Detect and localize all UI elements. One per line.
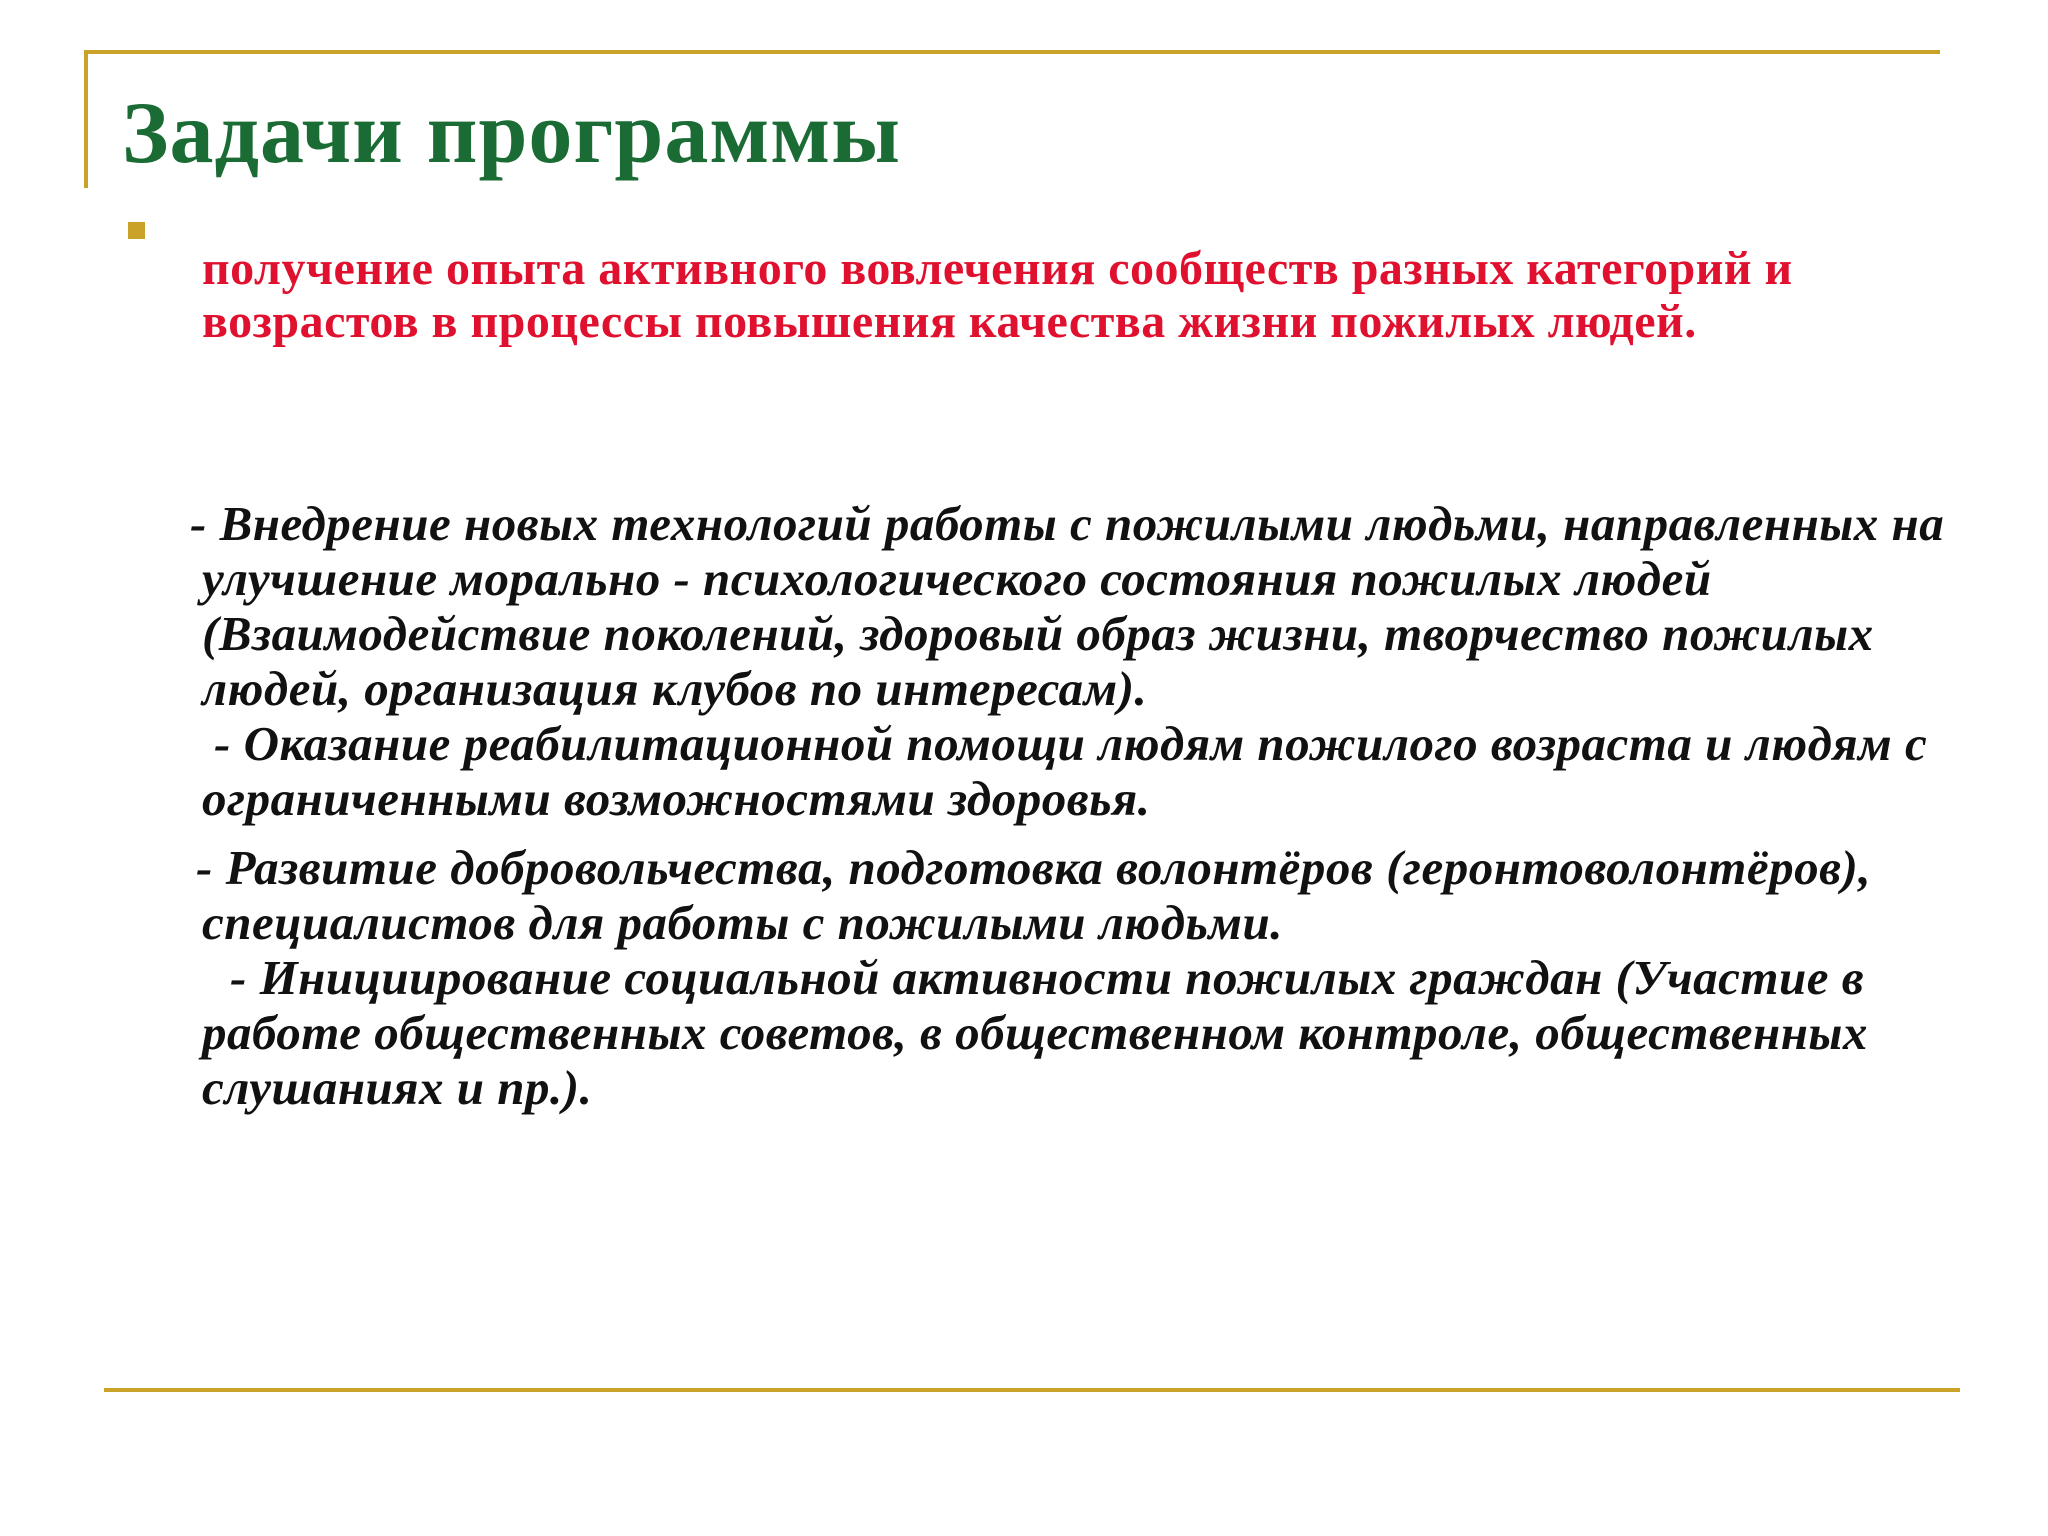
slide-title: Задачи программы [122,85,901,182]
top-border-line [84,50,1940,54]
task-item: - Развитие добровольчества, подготовка волонтёров (геронтоволонтёров), специалистов для работы с пожилыми людьми. [196,840,1872,950]
task-item: - Оказание реабилитационной помощи людям пожилого возраста и людям с ограниченными возможностями здоровья. [202,716,1928,826]
program-goal: получение опыта активного вовлечения сообществ разных категорий и возрастов в процессы повышения качества жизни пожилых людей. [202,242,1793,348]
task-item: - Внедрение новых технологий работы с пожилыми людьми, направленных на улучшение морально - психологического состояния пожилых людей (Взаимодействие поколений, здоровый образ жизни, творчество пожилых людей, организация клубов по интересам). [190,496,1945,716]
task-item: - Инициирование социальной активности пожилых граждан (Участие в работе общественных советов, в общественном контроле, общественных слушаниях и пр.). [202,950,1868,1115]
bullet-square-icon [128,222,145,239]
left-border-line [84,50,88,188]
footer-line [104,1388,1960,1392]
task-list [190,496,1962,1115]
